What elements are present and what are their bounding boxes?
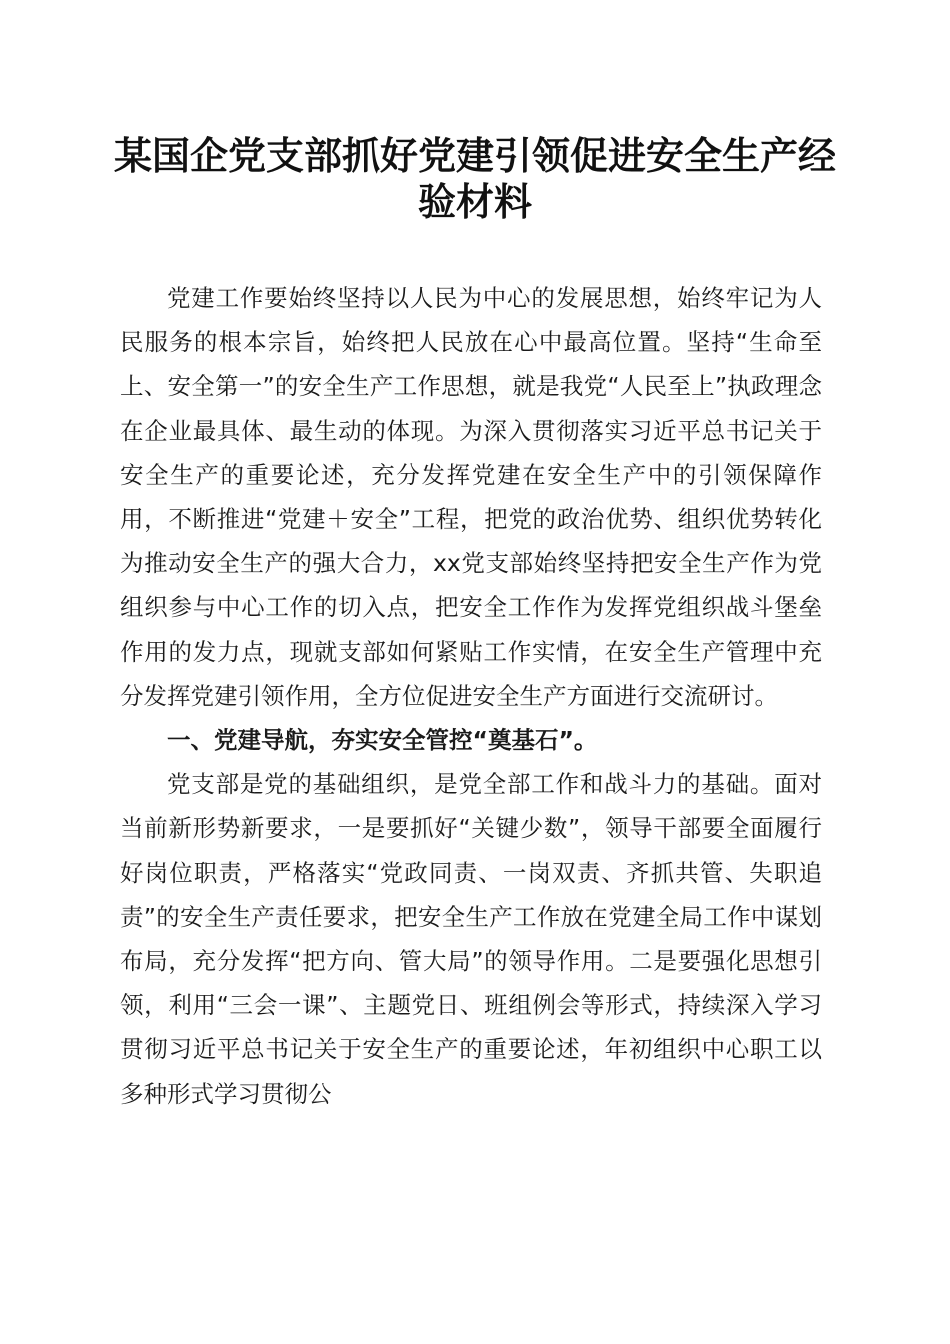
document-body [120,276,822,1116]
document-title: 某国企党支部抓好党建引领促进安全生产经验材料 [113,133,836,224]
section-heading-1: 一、党建导航，夯实安全管控“奠基石”。 [167,726,598,755]
intro-paragraph: 党建工作要始终坚持以人民为中心的发展思想，始终牢记为人民服务的根本宗旨，始终把人民放在心中最高位置。坚持“生命至上、安全第一”的安全生产工作思想，就是我党“人民至上”执政理念在企业最具体、最生动的体现。为深入贯彻落实习近平总书记关于安全生产的重要论述，充分发挥党建在安全生产中的引领保障作用，不断推进“党建＋安全”工程，把党的政治优势、组织优势转化为推动安全生产的强大合力，xx党支部始终坚持把安全生产作为党组织参与中心工作的切入点，把安全工作作为发挥党组织战斗堡垒作用的发力点，现就支部如何紧贴工作实情，在安全生产管理中充分发挥党建引领作用，全方位促进安全生产方面进行交流研讨。 [120,284,822,710]
section-1-paragraph: 党支部是党的基础组织，是党全部工作和战斗力的基础。面对当前新形势新要求，一是要抓好“关键少数”，领导干部要全面履行好岗位职责，严格落实“党政同责、一岗双责、齐抓共管、失职追责”的安全生产责任要求，把安全生产工作放在党建全局工作中谋划布局，充分发挥“把方向、管大局”的领导作用。二是要强化思想引领，利用“三会一课”、主题党日、班组例会等形式，持续深入学习贯彻习近平总书记关于安全生产的重要论述，年初组织中心职工以多种形式学习贯彻公 [120,770,822,1108]
